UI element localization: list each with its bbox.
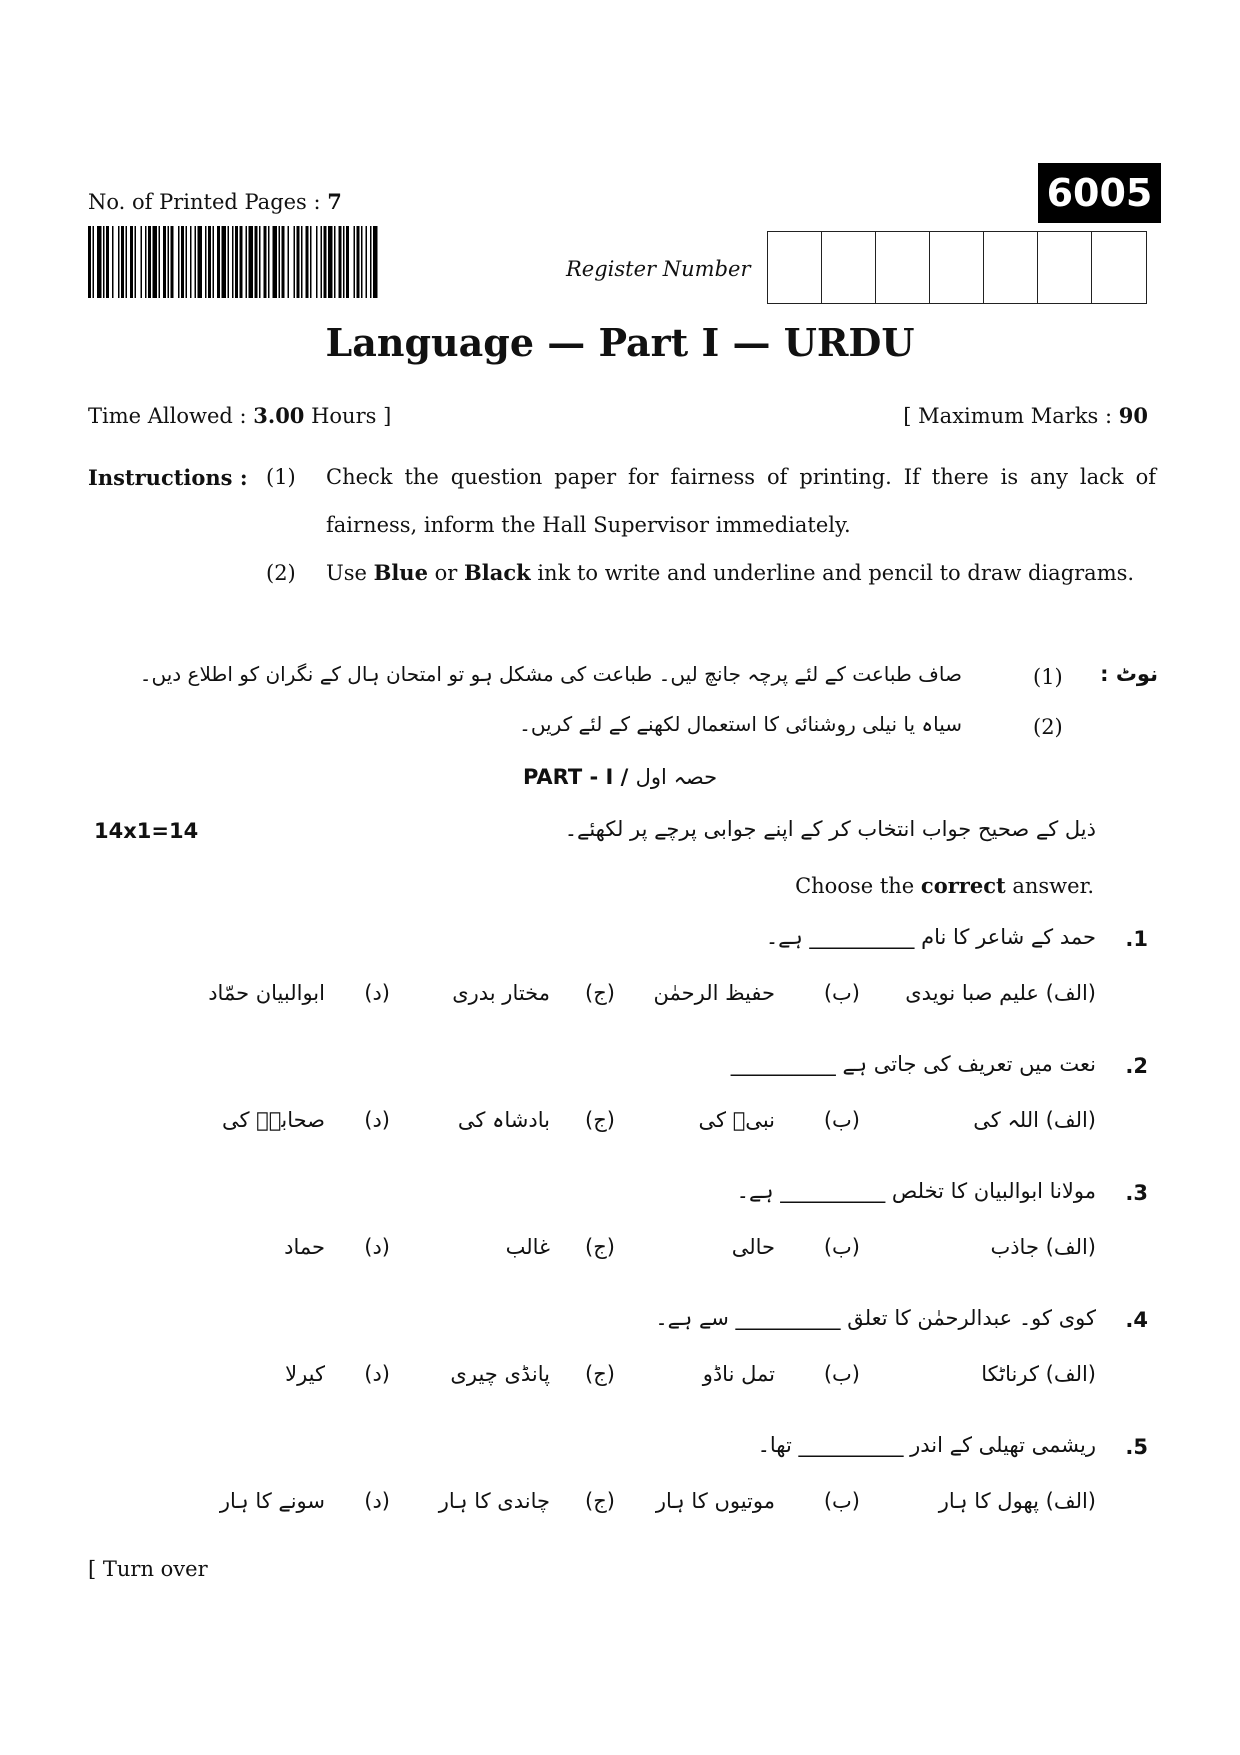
barcode (88, 226, 378, 298)
part-heading (0, 765, 1240, 789)
time-allowed (88, 403, 391, 428)
barcode-bar (235, 226, 238, 298)
option-text[interactable]: تمل ناڈو (702, 1362, 775, 1386)
option-text[interactable]: سونے کا ہار (219, 1489, 325, 1513)
note-text: صاف طباعت کے لئے پرچہ جانچ لیں۔ طباعت کی مشکل ہو تو امتحان ہال کے نگران کو اطلاع دیں۔ (139, 662, 962, 686)
question-number: .2 (1125, 1054, 1148, 1078)
barcode-bar (163, 226, 166, 298)
part-label: PART - I / (522, 765, 636, 789)
barcode-bar (282, 226, 285, 298)
barcode-bar (121, 226, 124, 298)
option-text[interactable]: صحابہؓ کی (221, 1108, 325, 1132)
barcode-bar (294, 226, 296, 298)
barcode-bar (159, 226, 161, 298)
option[interactable] (981, 1362, 1096, 1386)
ink-color-blue: Blue (373, 560, 428, 585)
time-allowed-unit: Hours ] (304, 404, 392, 428)
barcode-bar (178, 226, 180, 298)
barcode-bar (103, 226, 105, 298)
barcode-bar (232, 226, 234, 298)
barcode-bar (148, 226, 151, 298)
instruction-number: (2) (266, 561, 296, 585)
time-allowed-label: Time Allowed : (88, 404, 254, 428)
barcode-bar (370, 226, 372, 298)
barcode-bar (373, 226, 378, 298)
printed-pages-label: No. of Printed Pages : (88, 190, 328, 214)
barcode-bar (334, 226, 336, 298)
option-label: (الف) (1045, 981, 1096, 1005)
barcode-bar (259, 226, 261, 298)
barcode-bar (279, 226, 281, 298)
instruction-text-part: Use (326, 561, 374, 585)
question-text: حمد کے شاعر کا نام __________ ہے۔ (765, 925, 1096, 949)
barcode-bar (141, 226, 143, 298)
option[interactable] (990, 1235, 1096, 1259)
turn-over: [ Turn over (88, 1557, 208, 1581)
option-text[interactable]: کیرلا (285, 1362, 325, 1386)
barcode-bar (135, 226, 137, 298)
instruction-text (326, 549, 1156, 597)
register-digit-box[interactable] (984, 232, 1038, 303)
note-text: سیاہ یا نیلی روشنائی کا استعمال لکھنے کے لئے کریں۔ (519, 712, 962, 736)
barcode-bar (190, 226, 192, 298)
question-number: .1 (1125, 927, 1148, 951)
register-number-boxes[interactable] (767, 231, 1147, 304)
register-digit-box[interactable] (1092, 232, 1146, 303)
option-text[interactable]: پانڈی چیری (450, 1362, 550, 1386)
barcode-bar (339, 226, 342, 298)
option-text: اللہ کی (973, 1108, 1039, 1132)
option[interactable] (939, 1489, 1096, 1513)
barcode-bar (145, 226, 147, 298)
barcode-bar (264, 226, 267, 298)
barcode-bar (301, 226, 303, 298)
option-text: پھول کا ہار (938, 1489, 1039, 1513)
part-label-urdu: حصہ اول (635, 765, 718, 789)
barcode-bar (321, 226, 323, 298)
option-label: (الف) (1045, 1235, 1096, 1259)
option-label[interactable]: (ب) (823, 981, 860, 1005)
option-text[interactable]: مختار بدری (452, 981, 550, 1005)
printed-pages-value: 7 (327, 189, 342, 214)
option-label[interactable]: (ج) (585, 1108, 615, 1132)
maximum-marks (903, 403, 1148, 428)
note-label: نوٹ : (1100, 662, 1158, 686)
barcode-bar (217, 226, 220, 298)
paper-code: 6005 (1038, 163, 1161, 223)
option-text[interactable]: بادشاہ کی (457, 1108, 550, 1132)
option-label[interactable]: (د) (364, 1235, 390, 1259)
note-number: (2) (1033, 715, 1063, 739)
option-label[interactable]: (ب) (823, 1362, 860, 1386)
option-text[interactable]: حفیظ الرحمٰن (653, 981, 775, 1005)
barcode-bar (118, 226, 120, 298)
option-text[interactable]: غالب (505, 1235, 550, 1259)
option-label[interactable]: (د) (364, 981, 390, 1005)
option-label: (الف) (1045, 1489, 1096, 1513)
question-number: .5 (1125, 1435, 1148, 1459)
register-digit-box[interactable] (768, 232, 822, 303)
barcode-bar (297, 226, 300, 298)
barcode-bar (324, 226, 327, 298)
barcode-bar (357, 226, 360, 298)
barcode-bar (153, 226, 158, 298)
option-text[interactable]: چاندی کا ہار (438, 1489, 550, 1513)
option-label[interactable]: (ب) (823, 1235, 860, 1259)
barcode-bar (310, 226, 312, 298)
register-digit-box[interactable] (1038, 232, 1092, 303)
register-number-label: Register Number (566, 257, 751, 281)
barcode-bar (288, 226, 290, 298)
barcode-bar (112, 226, 114, 298)
directions-text: Choose the (795, 874, 921, 898)
question-number: .4 (1125, 1308, 1148, 1332)
barcode-bar (213, 226, 215, 298)
barcode-bar (268, 226, 270, 298)
directions-text: answer. (1005, 874, 1094, 898)
option-label[interactable]: (د) (364, 1362, 390, 1386)
barcode-bar (249, 226, 254, 298)
register-digit-box[interactable] (930, 232, 984, 303)
question-number: .3 (1125, 1181, 1148, 1205)
option-text[interactable]: موتیوں کا ہار (655, 1489, 775, 1513)
barcode-bar (88, 226, 91, 298)
barcode-bar (354, 226, 356, 298)
instruction-number: (1) (266, 465, 296, 489)
barcode-bar (97, 226, 102, 298)
option-text: علیم صبا نویدی (905, 981, 1039, 1005)
marks-scheme: 14x1=14 (94, 819, 199, 843)
option-label[interactable]: (ج) (585, 981, 615, 1005)
barcode-bar (195, 226, 197, 298)
option-text[interactable]: ابوالبیان حمّاد (208, 981, 325, 1005)
barcode-bar (171, 226, 174, 298)
time-allowed-value: 3.00 (253, 403, 305, 428)
barcode-bar (228, 226, 230, 298)
option-label[interactable]: (ج) (585, 1235, 615, 1259)
barcode-bar (93, 226, 95, 298)
page-title: Language — Part I — URDU (325, 320, 915, 365)
barcode-bar (198, 226, 203, 298)
option[interactable] (905, 981, 1096, 1005)
directions-bold: correct (920, 873, 1006, 898)
instruction-text-part: ink to write and underline and pencil to draw diagrams. (530, 561, 1135, 585)
instruction-text: Check the question paper for fairness of printing. If there is any lack of fairness, inform the Hall Supervisor immediately. (326, 465, 1156, 537)
barcode-bar (246, 226, 248, 298)
barcode-bar (106, 226, 109, 298)
maximum-marks-value: 90 (1118, 403, 1148, 428)
question-text: مولانا ابوالبیان کا تخلص __________ ہے۔ (736, 1179, 1096, 1203)
barcode-bar (181, 226, 184, 298)
option-label[interactable]: (ج) (585, 1362, 615, 1386)
option-text[interactable]: حالی (731, 1235, 775, 1259)
barcode-bar (240, 226, 243, 298)
printed-pages (88, 189, 342, 214)
register-digit-box[interactable] (822, 232, 876, 303)
barcode-bar (343, 226, 345, 298)
barcode-bar (361, 226, 363, 298)
directions-english (795, 873, 1094, 898)
barcode-bar (168, 226, 170, 298)
barcode-bar (328, 226, 333, 298)
barcode-bar (306, 226, 309, 298)
option-label: (الف) (1045, 1108, 1096, 1132)
barcode-bar (205, 226, 207, 298)
instructions-label: Instructions : (88, 465, 248, 490)
option-label: (الف) (1045, 1362, 1096, 1386)
note-number: (1) (1033, 665, 1063, 689)
option-text: کرناٹکا (981, 1362, 1039, 1386)
barcode-bar (366, 226, 368, 298)
option-label[interactable]: (ب) (823, 1489, 860, 1513)
option-label[interactable]: (د) (364, 1489, 390, 1513)
barcode-bar (126, 226, 128, 298)
directions-urdu: ذیل کے صحیح جواب انتخاب کر کے اپنے جوابی پرچے پر لکھئے۔ (564, 817, 1096, 841)
barcode-bar (316, 226, 318, 298)
barcode-bar (346, 226, 349, 298)
barcode-bar (273, 226, 278, 298)
maximum-marks-label: [ Maximum Marks : (903, 404, 1119, 428)
barcode-bar (208, 226, 211, 298)
option-text[interactable]: حماد (284, 1235, 325, 1259)
register-digit-box[interactable] (876, 232, 930, 303)
barcode-bar (130, 226, 133, 298)
option-label[interactable]: (د) (364, 1108, 390, 1132)
question-text: کوی کو۔ عبدالرحمٰن کا تعلق __________ سے ہے۔ (655, 1306, 1096, 1330)
barcode-bar (222, 226, 227, 298)
option-label[interactable]: (ب) (823, 1108, 860, 1132)
question-text: نعت میں تعریف کی جاتی ہے __________ (730, 1052, 1096, 1076)
barcode-bar (186, 226, 188, 298)
option-text: جاذب (990, 1235, 1039, 1259)
instruction-text-part: or (427, 561, 464, 585)
question-text: ریشمی تھیلی کے اندر __________ تھا۔ (757, 1433, 1096, 1457)
barcode-bar (255, 226, 258, 298)
option[interactable] (973, 1108, 1096, 1132)
option-label[interactable]: (ج) (585, 1489, 615, 1513)
ink-color-black: Black (463, 560, 531, 585)
option-text[interactable]: نبیؐ کی (698, 1108, 775, 1132)
